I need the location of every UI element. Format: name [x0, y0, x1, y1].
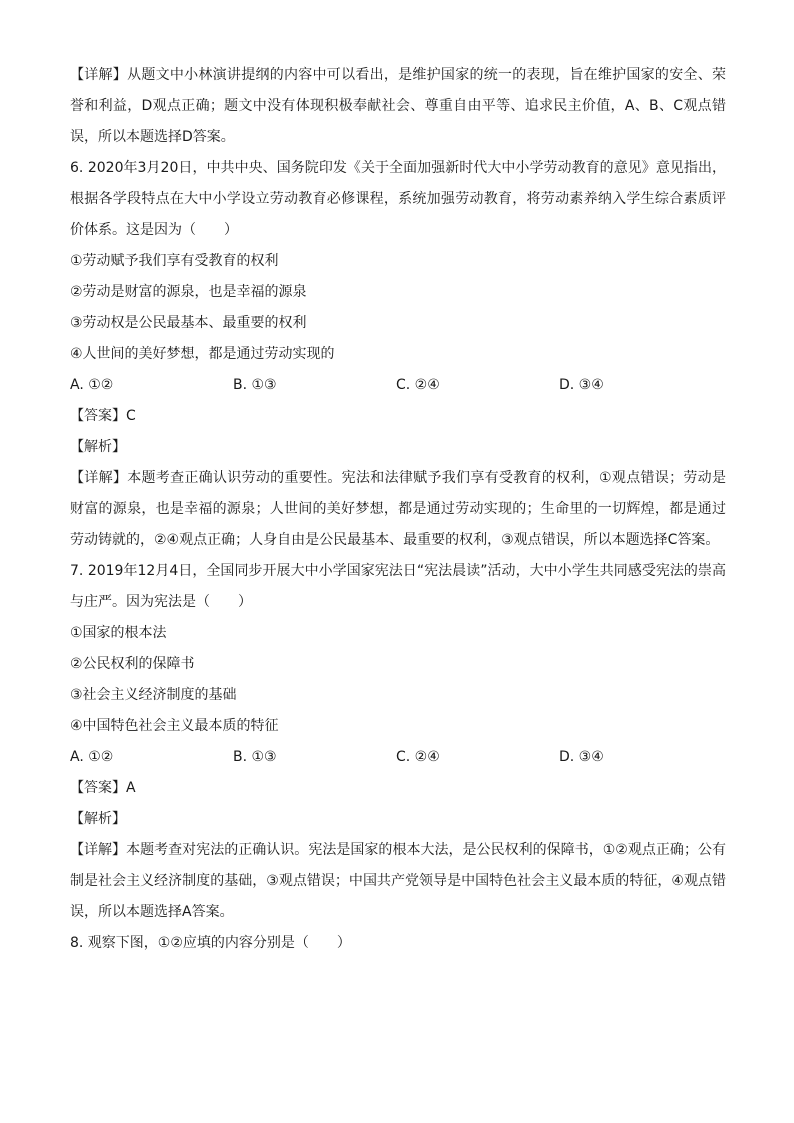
q5-detail: 【详解】从题文中小林演讲提纲的内容中可以看出，是维护国家的统一的表现，旨在维护国家的安全、荣誉和利益，D观点正确；题文中没有体现积极奉献社会、尊重自由平等、追求民主价值，A、B、C观点错误，所以本题选择D答案。 — [70, 67, 726, 145]
q7-option-b: B. ①③ — [233, 749, 277, 765]
q6-answer: 【答案】C — [70, 408, 136, 424]
q6-option-c: C. ②④ — [396, 377, 440, 393]
q7-options — [70, 742, 726, 773]
q6-options — [70, 370, 726, 401]
q7-item-4: ④中国特色社会主义最本质的特征 — [70, 718, 279, 734]
q6-item-2: ②劳动是财富的源泉，也是幸福的源泉 — [70, 284, 307, 300]
q6-option-d: D. ③④ — [559, 377, 604, 393]
q7-item-2: ②公民权利的保障书 — [70, 656, 195, 672]
q8-stem: 8. 观察下图，①②应填的内容分别是（ ） — [70, 935, 351, 951]
q7-stem: 7. 2019年12月4日，全国同步开展大中小学国家宪法日“宪法晨读”活动，大中小学生共同感受宪法的崇高与庄严。因为宪法是（ ） — [70, 563, 726, 610]
q6-analysis-heading: 【解析】 — [70, 439, 126, 455]
q7-option-a: A. ①② — [70, 749, 114, 765]
q7-answer: 【答案】A — [70, 780, 136, 796]
q6-option-b: B. ①③ — [233, 377, 277, 393]
document-page — [70, 60, 726, 959]
q6-item-1: ①劳动赋予我们享有受教育的权利 — [70, 253, 279, 269]
q6-stem: 6. 2020年3月20日，中共中央、国务院印发《关于全面加强新时代大中小学劳动教育的意见》意见指出，根据各学段特点在大中小学设立劳动教育必修课程，系统加强劳动教育，将劳动素养纳入学生综合素质评价体系。这是因为（ ） — [70, 160, 726, 238]
q6-option-a: A. ①② — [70, 377, 114, 393]
q7-item-3: ③社会主义经济制度的基础 — [70, 687, 237, 703]
q7-option-d: D. ③④ — [559, 749, 604, 765]
q6-item-3: ③劳动权是公民最基本、最重要的权利 — [70, 315, 307, 331]
q6-detail: 【详解】本题考查正确认识劳动的重要性。宪法和法律赋予我们享有受教育的权利，①观点错误；劳动是财富的源泉，也是幸福的源泉；人世间的美好梦想，都是通过劳动实现的；生命里的一切辉煌，都是通过劳动铸就的，②④观点正确；人身自由是公民最基本、最重要的权利，③观点错误，所以本题选择C答案。 — [70, 470, 726, 548]
q7-detail: 【详解】本题考查对宪法的正确认识。宪法是国家的根本大法，是公民权利的保障书，①②观点正确；公有制是社会主义经济制度的基础，③观点错误；中国共产党领导是中国特色社会主义最本质的特征，④观点错误，所以本题选择A答案。 — [70, 842, 726, 920]
q7-analysis-heading: 【解析】 — [70, 811, 126, 827]
q7-item-1: ①国家的根本法 — [70, 625, 167, 641]
q6-item-4: ④人世间的美好梦想，都是通过劳动实现的 — [70, 346, 335, 362]
q7-option-c: C. ②④ — [396, 749, 440, 765]
